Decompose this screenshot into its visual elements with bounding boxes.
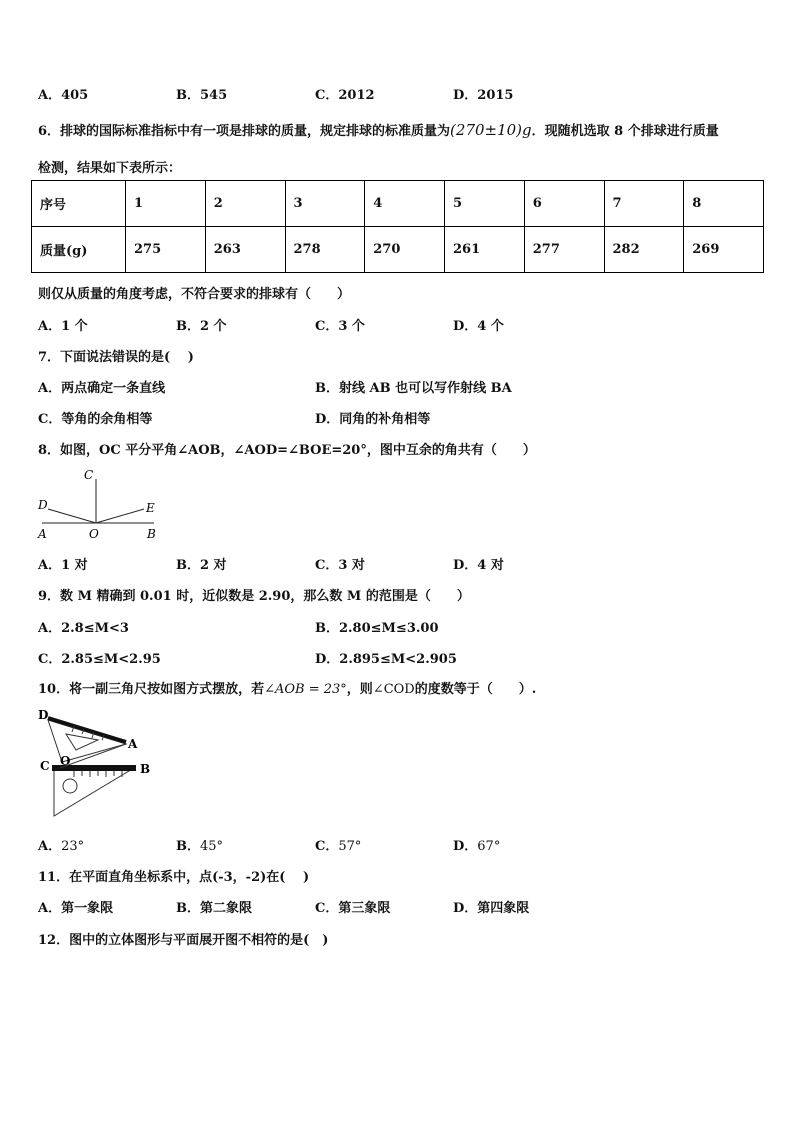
q5-option-b[interactable]: B．545 [176,88,228,103]
table-cell: 8 [684,181,764,227]
q10-option-d[interactable] [453,835,500,854]
table-header-label: 序号 [32,181,126,227]
q10-option-d-prefix: D． [453,839,478,854]
q5-option-d[interactable]: D．2015 [453,88,514,103]
label-e: E [146,501,155,515]
q10-option-a-value: 23° [61,839,85,854]
q9-option-a[interactable]: A．2.8≤M<3 [38,621,129,636]
q10-option-c-prefix: C． [315,839,339,854]
q10-option-b-prefix: B． [176,839,200,854]
q7-stem: 7．下面说法错误的是( ) [38,350,194,365]
q10-stem-before: 10．将一副三角尺按如图方式摆放，若 [38,682,265,697]
table-cell: 269 [684,227,764,273]
label-b: B [140,762,151,776]
q5-option-a[interactable]: A．405 [38,88,89,103]
q11-option-c[interactable]: C．第三象限 [315,901,391,916]
q9-option-d[interactable]: D．2.895≤M<2.905 [315,652,457,667]
q8-option-c[interactable]: C．3 对 [315,558,365,573]
q11-option-a[interactable]: A．第一象限 [38,901,114,916]
q6-table [31,180,764,273]
label-c: C [84,468,94,482]
q10-stem-after: 的度数等于（ ）. [414,682,537,697]
q6-question: 则仅从质量的角度考虑，不符合要求的排球有（ ） [38,287,351,302]
q6-stem-formula: (270±10)g [450,121,532,139]
label-b: B [147,527,156,541]
table-cell: 278 [285,227,365,273]
q7-option-d[interactable]: D．同角的补角相等 [315,412,431,427]
q12-stem: 12．图中的立体图形与平面展开图不相符的是( ) [38,933,329,948]
q8-stem: 8．如图，OC 平分平角∠AOB，∠AOD=∠BOE=20°，图中互余的角共有（ ） [38,443,536,458]
q10-option-d-value: 67° [477,839,501,854]
q7-option-b[interactable]: B．射线 AB 也可以写作射线 BA [315,381,512,396]
label-o: O [89,527,99,541]
q7-option-c[interactable]: C．等角的余角相等 [38,412,153,427]
table-cell: 7 [604,181,684,227]
label-o: O [60,754,71,768]
q10-stem-formula1: ∠AOB = 23° [264,682,347,697]
q10-option-a[interactable] [38,835,84,854]
table-cell: 5 [445,181,525,227]
q5-option-c[interactable]: C．2012 [315,88,375,103]
table-cell: 282 [604,227,684,273]
table-cell: 3 [285,181,365,227]
q10-option-c[interactable] [315,835,361,854]
table-cell: 2 [205,181,285,227]
q10-option-b[interactable] [176,835,223,854]
q6-stem-line2: 检测，结果如下表所示： [38,161,182,176]
table-cell: 1 [126,181,206,227]
triangle-hole [63,779,77,793]
q6-stem [38,120,719,139]
q10-option-a-prefix: A． [38,839,62,854]
q10-stem-mid: ，则 [346,682,373,697]
label-c: C [40,759,50,773]
table-row [32,181,764,227]
lower-ticks [74,771,122,777]
table-cell: 270 [365,227,445,273]
table-cell: 6 [524,181,604,227]
q10-option-c-value: 57° [338,839,362,854]
table-row-label: 质量(g) [32,227,126,273]
q9-option-c[interactable]: C．2.85≤M<2.95 [38,652,161,667]
q6-option-d[interactable]: D．4 个 [453,319,504,334]
table-row [32,227,764,273]
q11-option-d[interactable]: D．第四象限 [453,901,530,916]
q10-stem [38,678,536,697]
label-d: D [38,498,48,512]
q9-option-b[interactable]: B．2.80≤M≤3.00 [315,621,439,636]
q10-set-squares-figure [34,704,164,824]
ray-oe [96,509,144,523]
q6-option-c[interactable]: C．3 个 [315,319,365,334]
q6-option-b[interactable]: B．2 个 [176,319,227,334]
q6-stem-after: ．现随机选取 8 个排球进行质量 [531,124,719,139]
q8-option-a[interactable]: A．1 对 [38,558,88,573]
table-cell: 263 [205,227,285,273]
q10-option-b-value: 45° [200,839,224,854]
table-cell: 4 [365,181,445,227]
q8-angle-figure [34,465,164,545]
q7-option-a[interactable]: A．两点确定一条直线 [38,381,166,396]
q9-stem: 9．数 M 精确到 0.01 时，近似数是 2.90，那么数 M 的范围是（ ） [38,589,470,604]
label-a: A [128,737,138,751]
ray-od [48,509,96,523]
table-cell: 275 [126,227,206,273]
q8-option-d[interactable]: D．4 对 [453,558,504,573]
upper-inner-triangle [66,734,98,750]
q11-stem: 11．在平面直角坐标系中，点(-3，-2)在( ) [38,870,310,885]
q11-option-b[interactable]: B．第二象限 [176,901,252,916]
table-cell: 277 [524,227,604,273]
q8-option-b[interactable]: B．2 对 [176,558,227,573]
q6-stem-before: 6．排球的国际标准指标中有一项是排球的质量，规定排球的标准质量为 [38,124,451,139]
q6-option-a[interactable]: A．1 个 [38,319,88,334]
q10-stem-formula2: ∠COD [372,682,415,697]
label-d: D [38,708,49,722]
table-cell: 261 [445,227,525,273]
label-a: A [38,527,47,541]
